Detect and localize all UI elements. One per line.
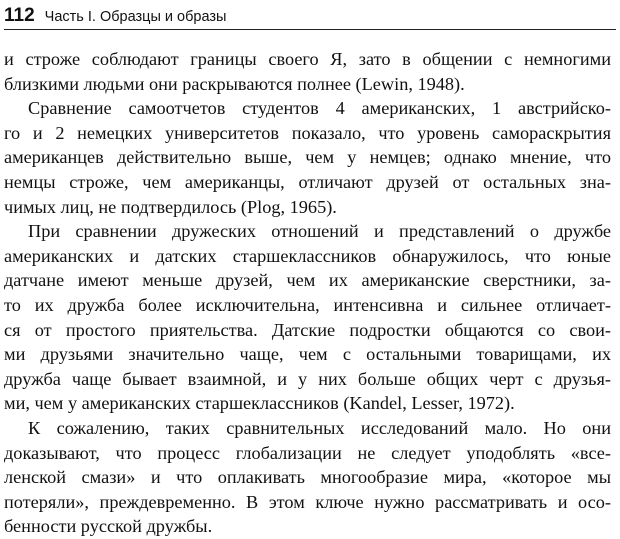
text-line: ся от простого приятельства. Датские подростки общаются со свои- — [4, 319, 611, 340]
text-line: К сожалению, таких сравнительных исследований мало. Но они — [28, 417, 611, 438]
text-line: доказывают, что процесс глобализации не следует уподоблять «все- — [4, 442, 611, 463]
text-line: ленской смази» и что оплакивать многообразие мира, «которое мы — [4, 467, 611, 488]
text-line: бенности русской дружбы. — [4, 516, 213, 537]
text-line: датчане имеют меньше друзей, чем их американские сверстники, за- — [4, 270, 611, 291]
text-line: американцев действительно выше, чем у немцев; однако мнение, что — [4, 147, 611, 168]
text-line: потеряли», преждевременно. В этом ключе нужно рассматривать и осо- — [4, 491, 611, 512]
text-line: немцы строже, чем американцы, отличают друзей от остальных зна- — [4, 171, 611, 192]
body-text — [4, 47, 611, 539]
section-title: Часть I. Образцы и образы — [44, 8, 227, 25]
paragraph — [4, 47, 611, 96]
paragraph — [4, 416, 611, 539]
page-number: 112 — [4, 5, 35, 26]
paragraph — [4, 96, 611, 219]
running-head — [4, 0, 616, 30]
text-line: дружба чаще бывает взаимной, и у них больше общих черт с друзья- — [4, 368, 611, 389]
text-line: близкими людьми они раскрываются полнее (Lewin, 1948). — [4, 73, 465, 94]
text-line: ми, чем у американских старшеклассников (Kandel, Lesser, 1972). — [4, 393, 515, 414]
text-line: го и 2 немецких университетов показало, что уровень самораскрытия — [4, 122, 611, 143]
paragraph — [4, 219, 611, 416]
text-line: При сравнении дружеских отношений и представлений о дружбе — [28, 221, 611, 242]
text-line: и строже соблюдают границы своего Я, зато в общении с немногими — [4, 49, 611, 69]
text-line: Сравнение самоотчетов студентов 4 американских, 1 австрийско- — [28, 98, 611, 119]
text-line: американских и датских старшеклассников обнаружилось, что юные — [4, 245, 611, 266]
text-line: чимых лиц, не подтвердилось (Plog, 1965). — [4, 196, 337, 217]
text-line: ми друзьями значительно чаще, чем с остальными товарищами, их — [4, 344, 611, 365]
text-line: то их дружба более исключительна, интенсивна и сильнее отличает- — [4, 294, 611, 315]
